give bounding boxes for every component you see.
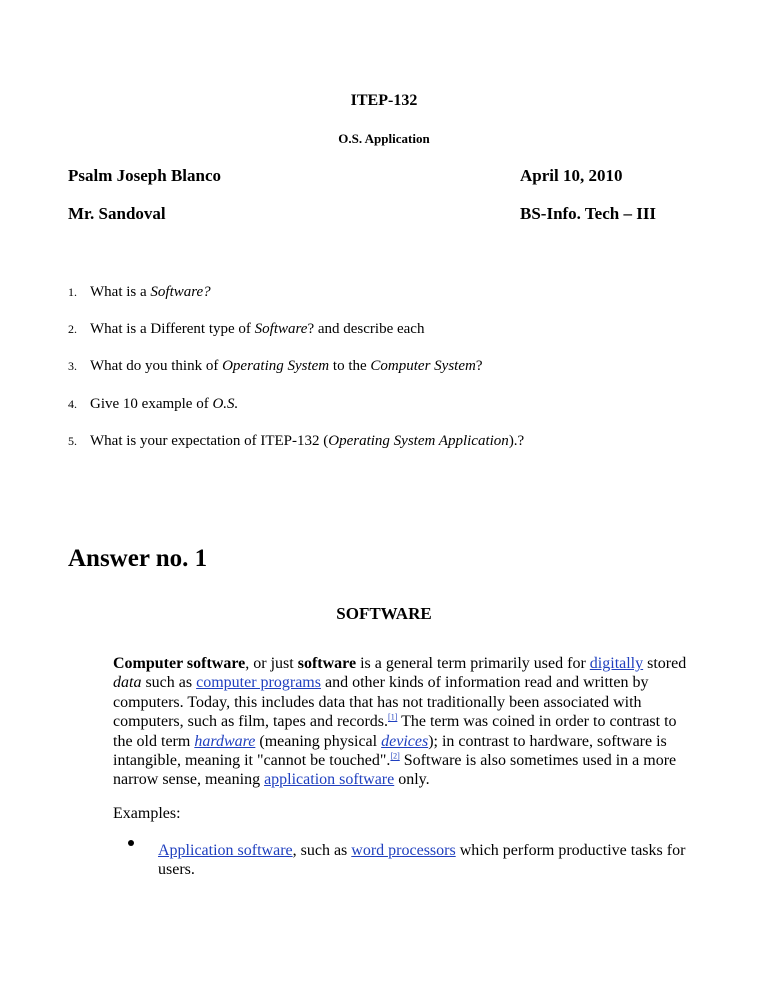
link-application-software-example[interactable]: Application software: [158, 842, 293, 859]
question-1: 1. What is a Software?: [68, 284, 211, 300]
question-4: 4. Give 10 example of O.S.: [68, 396, 239, 412]
bullet-line: users.: [158, 861, 195, 879]
link-digitally[interactable]: digitally: [589, 655, 644, 672]
link-word-processors[interactable]: word processors: [351, 842, 456, 859]
bullet-icon: [128, 840, 134, 846]
question-5: 5. What is your expectation of ITEP-132 (Operating System Application).?: [68, 433, 525, 449]
paragraph-line: intangible, meaning it "cannot be touched".[2] Software is also sometimes used in a more: [113, 751, 677, 770]
section-title: SOFTWARE: [336, 604, 432, 623]
course-subtitle: O.S. Application: [338, 131, 430, 146]
paragraph-line: Computer software, or just software is a general term primarily used for digitally stored: [113, 655, 687, 672]
question-number: 1.: [68, 285, 77, 299]
instructor: Mr. Sandoval: [68, 204, 166, 223]
citation-link-2[interactable]: [2]: [390, 751, 400, 761]
paragraph-line: data such as computer programs and other kinds of information read and written by: [113, 674, 649, 692]
answer-heading: Answer no. 1: [68, 545, 208, 572]
course-code: ITEP-132: [350, 92, 418, 109]
link-devices[interactable]: devices: [381, 732, 429, 750]
question-number: 5.: [68, 434, 77, 448]
link-hardware[interactable]: hardware: [194, 732, 256, 750]
paragraph-line: narrow sense, meaning application software only.: [113, 771, 430, 789]
example-bullet: [158, 841, 718, 880]
examples-label: Examples:: [113, 805, 181, 822]
course-section: BS-Info. Tech – III: [520, 204, 657, 223]
question-number: 2.: [68, 322, 77, 336]
link-computer-programs[interactable]: computer programs: [196, 674, 321, 692]
bullet-line: Application software, such as word processors which perform productive tasks for: [158, 842, 686, 859]
question-3: 3. What do you think of Operating System to the Computer System?: [68, 358, 483, 374]
link-application-software[interactable]: application software: [264, 771, 395, 789]
paragraph-line: computers, such as film, tapes and records.[1] The term was coined in order to contrast to: [113, 712, 677, 731]
software-paragraph: [113, 654, 713, 790]
date: April 10, 2010: [520, 166, 623, 185]
paragraph-line: the old term hardware (meaning physical devices); in contrast to hardware, software is: [113, 732, 667, 750]
question-number: 3.: [68, 359, 77, 373]
citation-link-1[interactable]: [1]: [388, 712, 398, 722]
question-2: 2. What is a Different type of Software? and describe each: [68, 321, 425, 337]
question-number: 4.: [68, 397, 77, 411]
paragraph-line: computers. Today, this includes data that has not traditionally been associated with: [113, 693, 642, 711]
student-name: Psalm Joseph Blanco: [68, 166, 222, 185]
